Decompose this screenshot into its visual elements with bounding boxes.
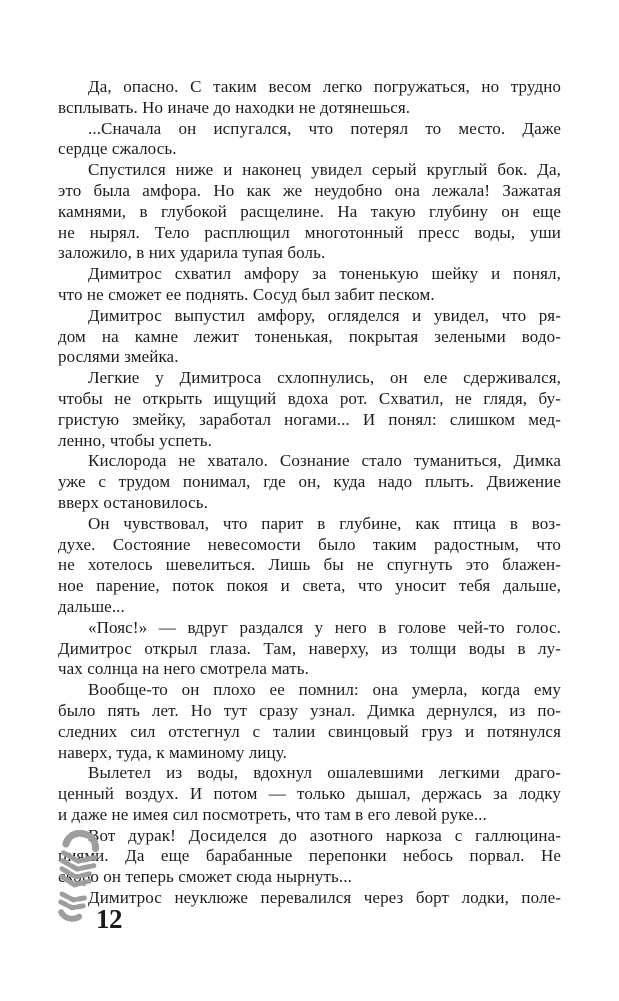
text-line: рослями змейка. (58, 347, 179, 367)
text-line: не хотелось шевелиться. Лишь бы не спугнуть это блажен- (58, 555, 561, 575)
text-line: Он чувствовал, что парит в глубине, как птица в воз- (88, 513, 561, 533)
text-line: циями. Да еще барабанные перепонки небось порвал. Не (58, 846, 561, 866)
page-number: 12 (96, 904, 122, 934)
text-line: всплывать. Но иначе до находки не дотянешься. (58, 97, 411, 117)
text-line: следних сил отстегнул с талии свинцовый груз и потянулся (58, 721, 561, 741)
text-line: заложило, в них ударила тупая боль. (58, 243, 326, 263)
text-line: что не сможет ее поднять. Сосуд был забит песком. (58, 284, 435, 304)
text-line: чтобы не открыть ищущий вдоха рот. Схватил, не глядя, бу- (58, 388, 561, 408)
paragraph (58, 77, 561, 119)
text-line: дом на камне лежит тоненькая, покрытая зелеными водо- (58, 326, 561, 346)
text-line: камнями, в глубокой расщелине. На такую глубину он еще (58, 201, 561, 221)
paragraph (58, 451, 561, 513)
text-line: Вообще-то он плохо ее помнил: она умерла, когда ему (88, 680, 561, 700)
text-line: Кислорода не хватало. Сознание стало туманиться, Димка (88, 451, 561, 471)
text-line: наверх, туда, к маминому лицу. (58, 742, 288, 762)
text-line: Спустился ниже и наконец увидел серый круглый бок. Да, (88, 160, 561, 180)
text-line: чах солнца на него смотрела мать. (58, 659, 309, 679)
text-line: дальше... (58, 596, 125, 616)
text-line: Вот дурак! Досиделся до азотного наркоза с галлюцина- (88, 825, 561, 845)
text-line: Димитрос неуклюже перевалился через борт лодки, поле- (88, 888, 561, 908)
text-line: было пять лет. Но тут сразу узнал. Димка дернулся, из по- (58, 700, 561, 720)
paragraph (58, 826, 561, 888)
text-line: Димитрос открыл глаза. Там, наверху, из толщи воды в лу- (58, 638, 561, 658)
text-line: ленно, чтобы успеть. (58, 430, 212, 450)
paragraph (58, 514, 561, 618)
page-text (58, 77, 561, 909)
paragraph (58, 306, 561, 368)
paragraph (58, 618, 561, 680)
text-line: Вылетел из воды, вдохнул ошалевшими легкими драго- (88, 763, 561, 783)
paragraph (58, 264, 561, 306)
text-line: Димитрос схватил амфору за тоненькую шейку и понял, (88, 264, 561, 284)
text-line: вверх остановилось. (58, 492, 208, 512)
paragraph (58, 763, 561, 825)
boot-print-icon (52, 830, 100, 922)
paragraph (58, 368, 561, 451)
text-line: это была амфора. Но как же неудобно она лежала! Зажатая (58, 180, 561, 200)
text-line: Димитрос выпустил амфору, огляделся и увидел, что ря- (88, 305, 561, 325)
text-line: «Пояс!» — вдруг раздался у него в голове чей-то голос. (88, 617, 561, 637)
text-line: ...Сначала он испугался, что потерял то место. Даже (88, 118, 561, 138)
text-line: скоро он теперь сможет сюда нырнуть... (58, 867, 352, 887)
text-line: не нырял. Тело расплющил многотонный пресс воды, уши (58, 222, 561, 242)
text-line: ценный воздух. И потом — только дышал, держась за лодку (58, 784, 561, 804)
text-line: духе. Состояние невесомости было таким радостным, что (58, 534, 561, 554)
text-line: и даже не имея сил посмотреть, что там в его левой руке... (58, 804, 487, 824)
text-line: Легкие у Димитроса схлопнулись, он еле сдерживался, (88, 368, 561, 388)
text-line: Да, опасно. С таким весом легко погружаться, но трудно (88, 77, 561, 96)
text-line: уже с трудом понимал, где он, куда надо плыть. Движение (58, 472, 561, 492)
text-line: гристую змейку, заработал ногами... И понял: слишком мед- (58, 409, 561, 429)
paragraph (58, 119, 561, 161)
text-line: сердце сжалось. (58, 139, 177, 159)
text-line: ное парение, поток покоя и света, что уносит тебя дальше, (58, 576, 561, 596)
paragraph (58, 680, 561, 763)
paragraph (58, 888, 561, 909)
paragraph (58, 160, 561, 264)
